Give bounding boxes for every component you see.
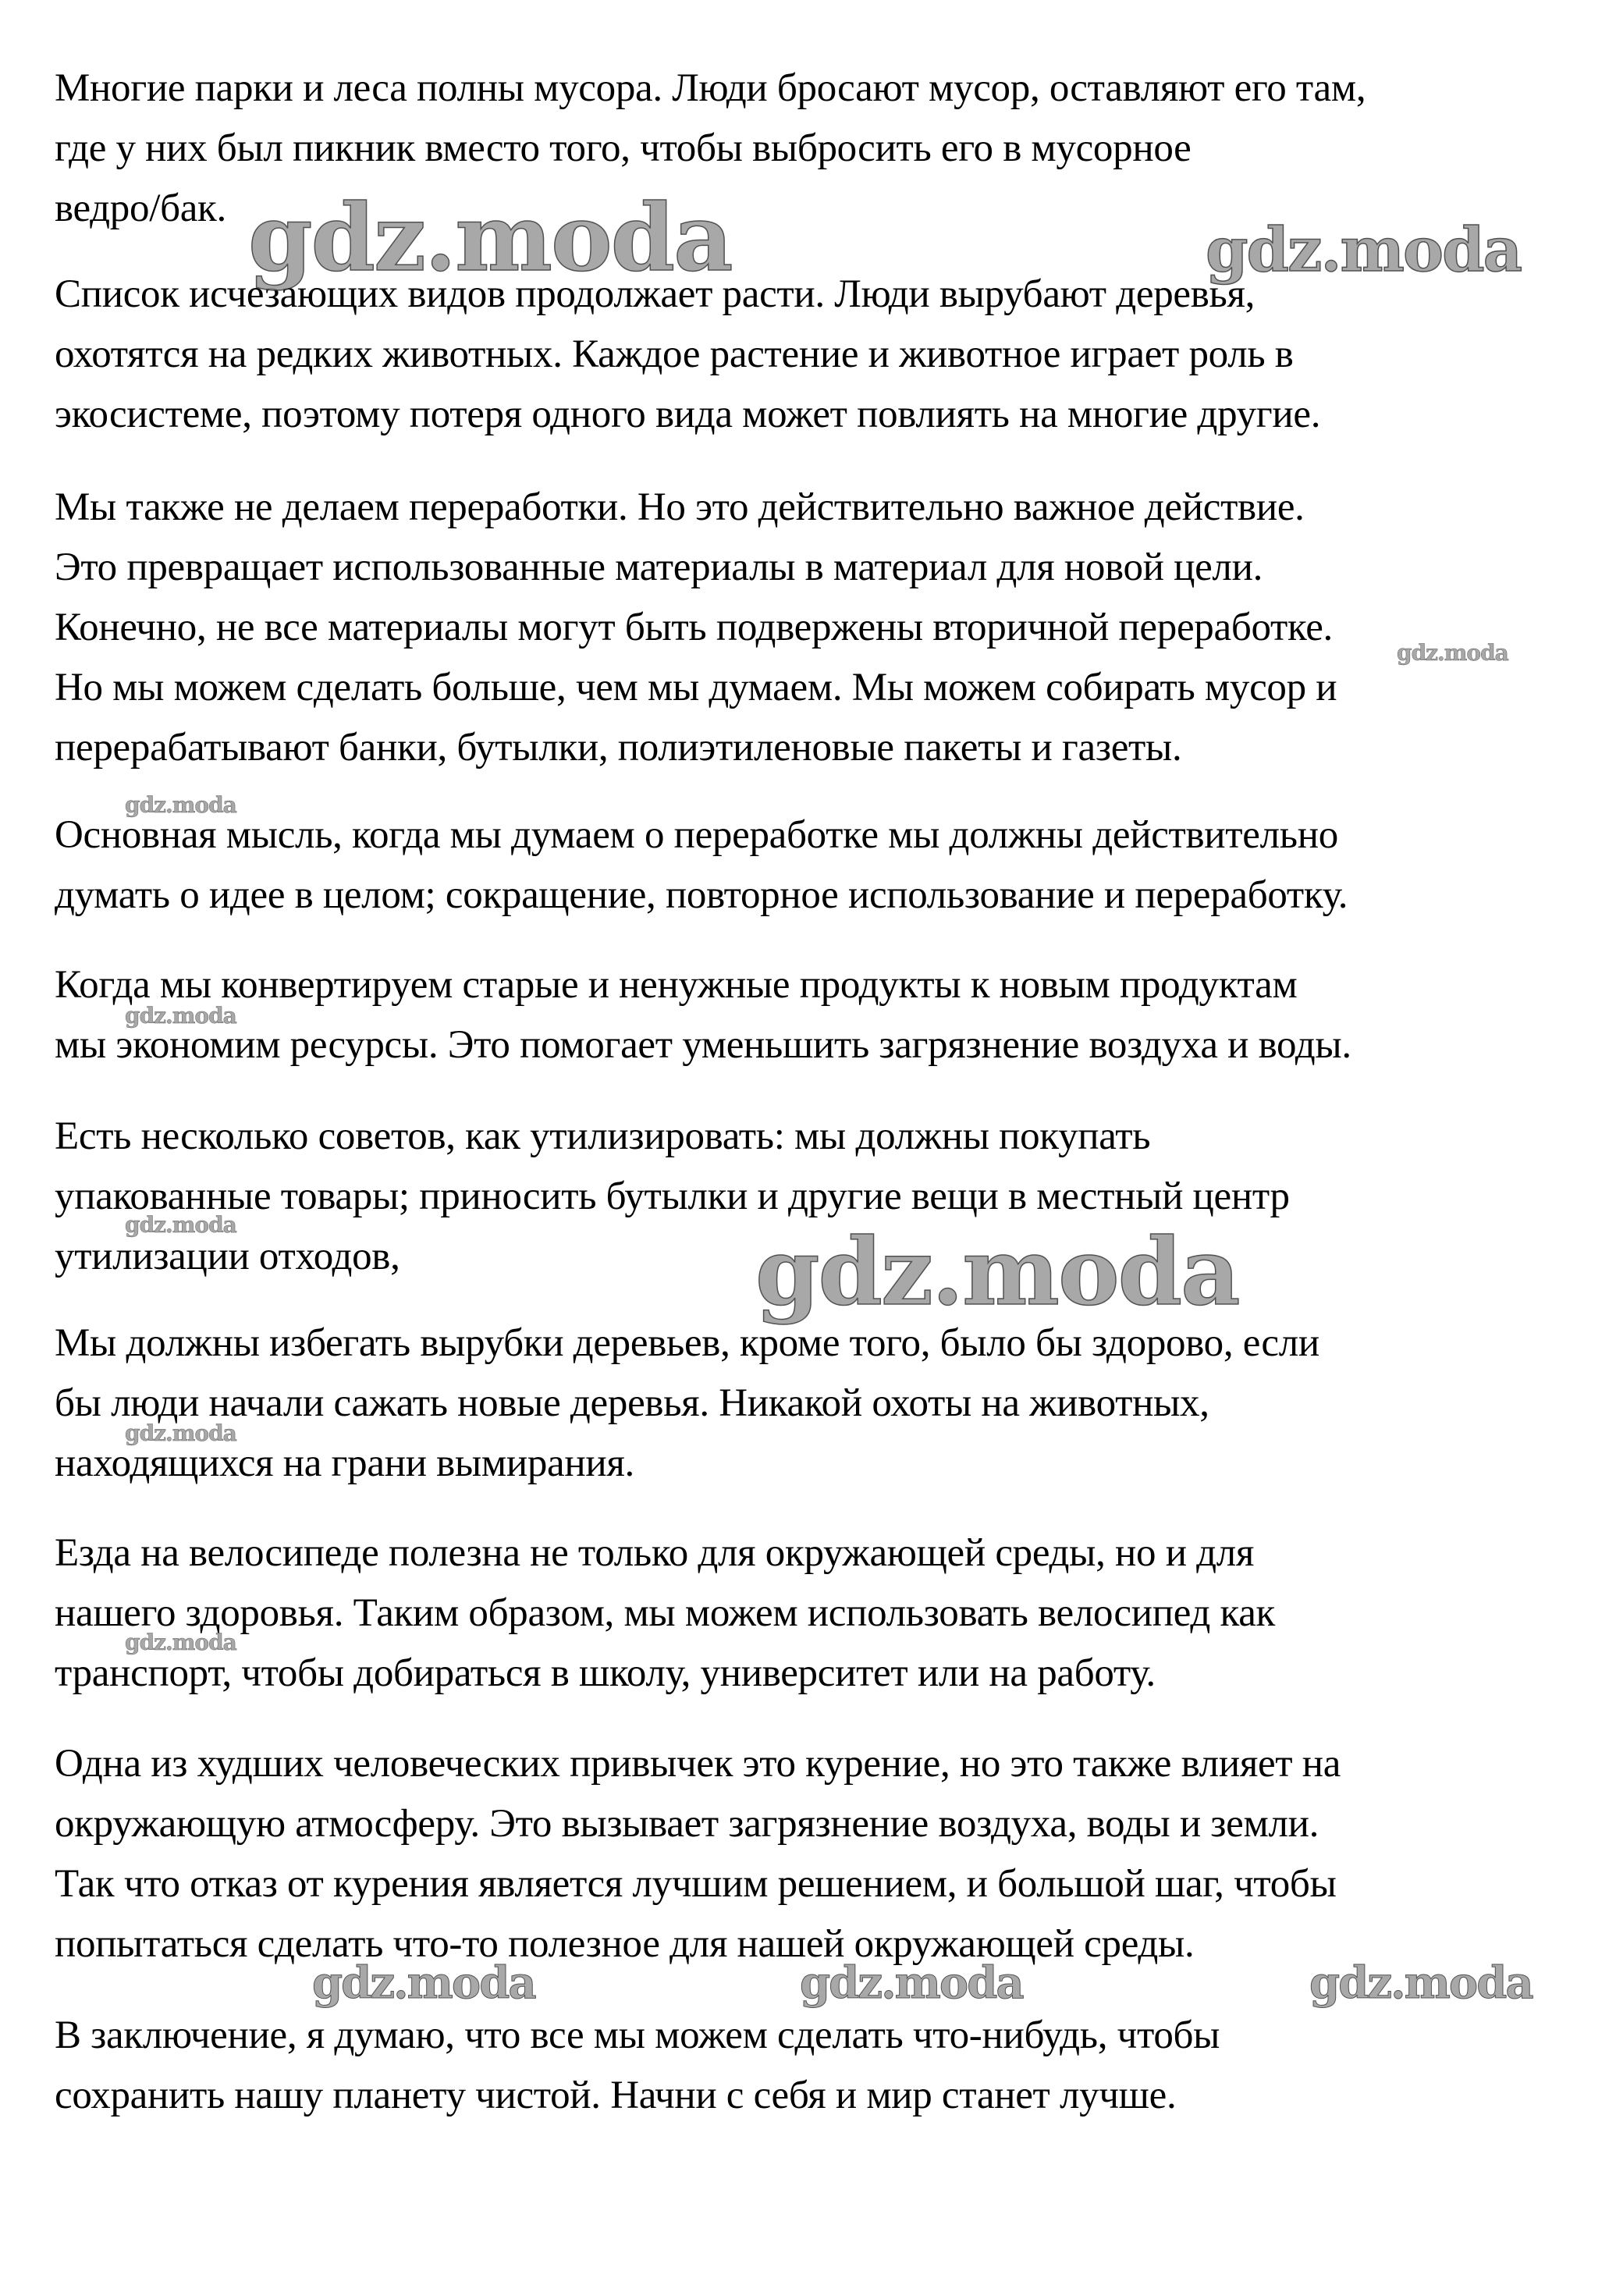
text-line: ведро/бак.	[55, 187, 226, 230]
text-line: Многие парки и леса полны мусора. Люди бросают мусор, оставляют его там,	[55, 66, 1366, 110]
watermark-logo: gdz.moda	[125, 1212, 236, 1238]
text-line: Основная мысль, когда мы думаем о переработке мы должны действительно	[55, 813, 1338, 857]
text-line: Конечно, не все материалы могут быть подвержены вторичной переработке.	[55, 606, 1333, 649]
watermark-logo: gdz.moda	[312, 1957, 535, 2009]
paragraph	[55, 805, 1348, 926]
text-line: Список исчезающих видов продолжает расти. Люди вырубают деревья,	[55, 272, 1256, 316]
paragraph	[55, 1313, 1319, 1494]
paragraph	[55, 2006, 1220, 2126]
text-line: окружающую атмосферу. Это вызывает загрязнение воздуха, воды и земли.	[55, 1802, 1319, 1846]
text-line: где у них был пикник вместо того, чтобы выбросить его в мусорное	[55, 126, 1192, 170]
text-line: В заключение, я думаю, что все мы можем сделать что-нибудь, чтобы	[55, 2013, 1220, 2057]
text-line: охотятся на редких животных. Каждое растение и животное играет роль в	[55, 332, 1294, 376]
paragraph	[55, 478, 1337, 778]
text-line: Так что отказ от курения является лучшим решением, и большой шаг, чтобы	[55, 1862, 1337, 1906]
text-line: перерабатывают банки, бутылки, полиэтиленовые пакеты и газеты.	[55, 726, 1182, 769]
watermark-logo: gdz.moda	[755, 1217, 1239, 1326]
text-line: Мы должны избегать вырубки деревьев, кроме того, было бы здорово, если	[55, 1321, 1319, 1365]
watermark-logo: gdz.moda	[125, 1630, 236, 1655]
text-line: Но мы можем сделать больше, чем мы думаем. Мы можем собирать мусор и	[55, 666, 1337, 709]
paragraph	[55, 1734, 1341, 1974]
text-line: думать о идее в целом; сокращение, повторное использование и переработку.	[55, 873, 1348, 917]
text-line: утилизации отходов,	[55, 1235, 400, 1278]
text-line: Езда на велосипеде полезна не только для окружающей среды, но и для	[55, 1531, 1255, 1575]
text-line: бы люди начали сажать новые деревья. Никакой охоты на животных,	[55, 1381, 1209, 1425]
watermark-logo: gdz.moda	[125, 1420, 236, 1446]
text-line: мы экономим ресурсы. Это помогает уменьшить загрязнение воздуха и воды.	[55, 1023, 1351, 1067]
text-line: попытаться сделать что-то полезное для нашей окружающей среды.	[55, 1922, 1195, 1966]
paragraph	[55, 1523, 1275, 1704]
text-line: Когда мы конвертируем старые и ненужные продукты к новым продуктам	[55, 963, 1298, 1007]
text-line: сохранить нашу планету чистой. Начни с себя и мир станет лучше.	[55, 2074, 1177, 2117]
text-line: находящихся на грани вымирания.	[55, 1441, 634, 1485]
text-line: экосистеме, поэтому потеря одного вида может повлиять на многие другие.	[55, 393, 1321, 436]
watermark-logo: gdz.moda	[800, 1957, 1023, 2009]
text-line: транспорт, чтобы добираться в школу, университет или на работу.	[55, 1651, 1156, 1695]
watermark-logo: gdz.moda	[1397, 640, 1508, 666]
watermark-logo: gdz.moda	[125, 1003, 236, 1029]
paragraph	[55, 955, 1351, 1075]
text-line: нашего здоровья. Таким образом, мы можем использовать велосипед как	[55, 1591, 1276, 1635]
text-line: Мы также не делаем переработки. Но это действительно важное действие.	[55, 485, 1305, 529]
text-line: Это превращает использованные материалы в материал для новой цели.	[55, 546, 1263, 589]
watermark-logo: gdz.moda	[248, 183, 732, 292]
text-line: упакованные товары; приносить бутылки и другие вещи в местный центр	[55, 1175, 1290, 1218]
text-line: Одна из худших человеческих привычек это курение, но это также влияет на	[55, 1742, 1341, 1786]
text-line: Есть несколько советов, как утилизировать: мы должны покупать	[55, 1114, 1151, 1158]
watermark-logo: gdz.moda	[125, 792, 236, 818]
watermark-logo: gdz.moda	[1309, 1957, 1533, 2009]
watermark-logo: gdz.moda	[1206, 215, 1522, 286]
